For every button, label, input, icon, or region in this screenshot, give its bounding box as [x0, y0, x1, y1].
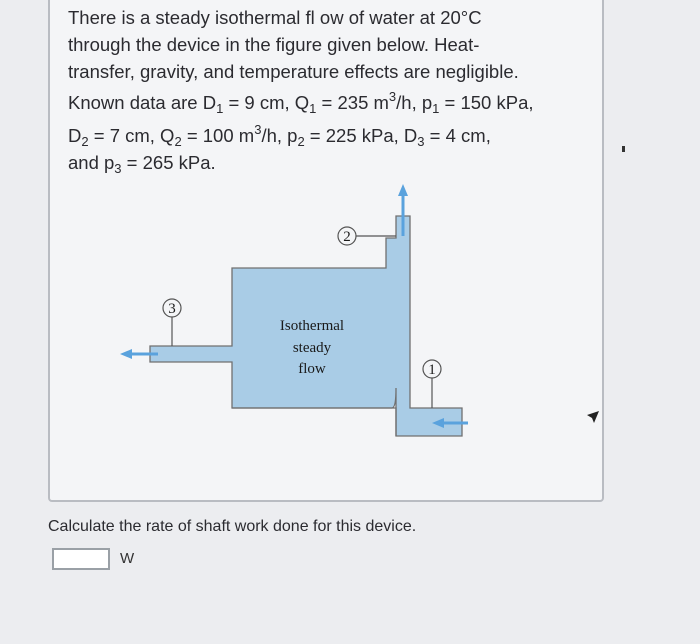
known-data-line-1: Known data are $D_1 = 9$ cm, $Q_1 = 235$ $m^3/h$, $p_1 = 150$ kPa, — [68, 89, 534, 116]
outlet-3-arrowhead — [120, 349, 132, 359]
figure-text-steady: steady — [292, 340, 332, 356]
problem-line-3: transfer, gravity, and temperature effects are negligible. — [68, 61, 519, 82]
figure-text-isothermal: Isothermal — [279, 318, 345, 334]
question-text: Calculate the rate of shaft work done for this device. — [48, 518, 417, 535]
figure-text-flow: flow — [298, 361, 326, 377]
station-label-2: 2 — [343, 229, 351, 245]
station-label-1: 1 — [428, 362, 436, 378]
problem-line-1: There is a steady isothermal fl ow of water at 20°C — [68, 7, 482, 28]
outlet-2-arrowhead — [398, 184, 408, 196]
known-data-line-2: $D_2 = 7$ cm, $Q_2 = 100$ $m^3/h$, $p_2 = 225$ kPa, $D_3 = 4$ cm, — [68, 122, 491, 149]
mouse-cursor-icon — [586, 410, 600, 428]
answer-unit: W — [120, 550, 135, 567]
known-data-line-3: and $p_3 = 265$ kPa. — [68, 152, 216, 176]
answer-input[interactable] — [52, 548, 110, 570]
body-outline — [232, 408, 396, 436]
problem-line-2: through the device in the figure given below. Heat- — [68, 34, 480, 55]
station-label-3: 3 — [168, 301, 176, 317]
